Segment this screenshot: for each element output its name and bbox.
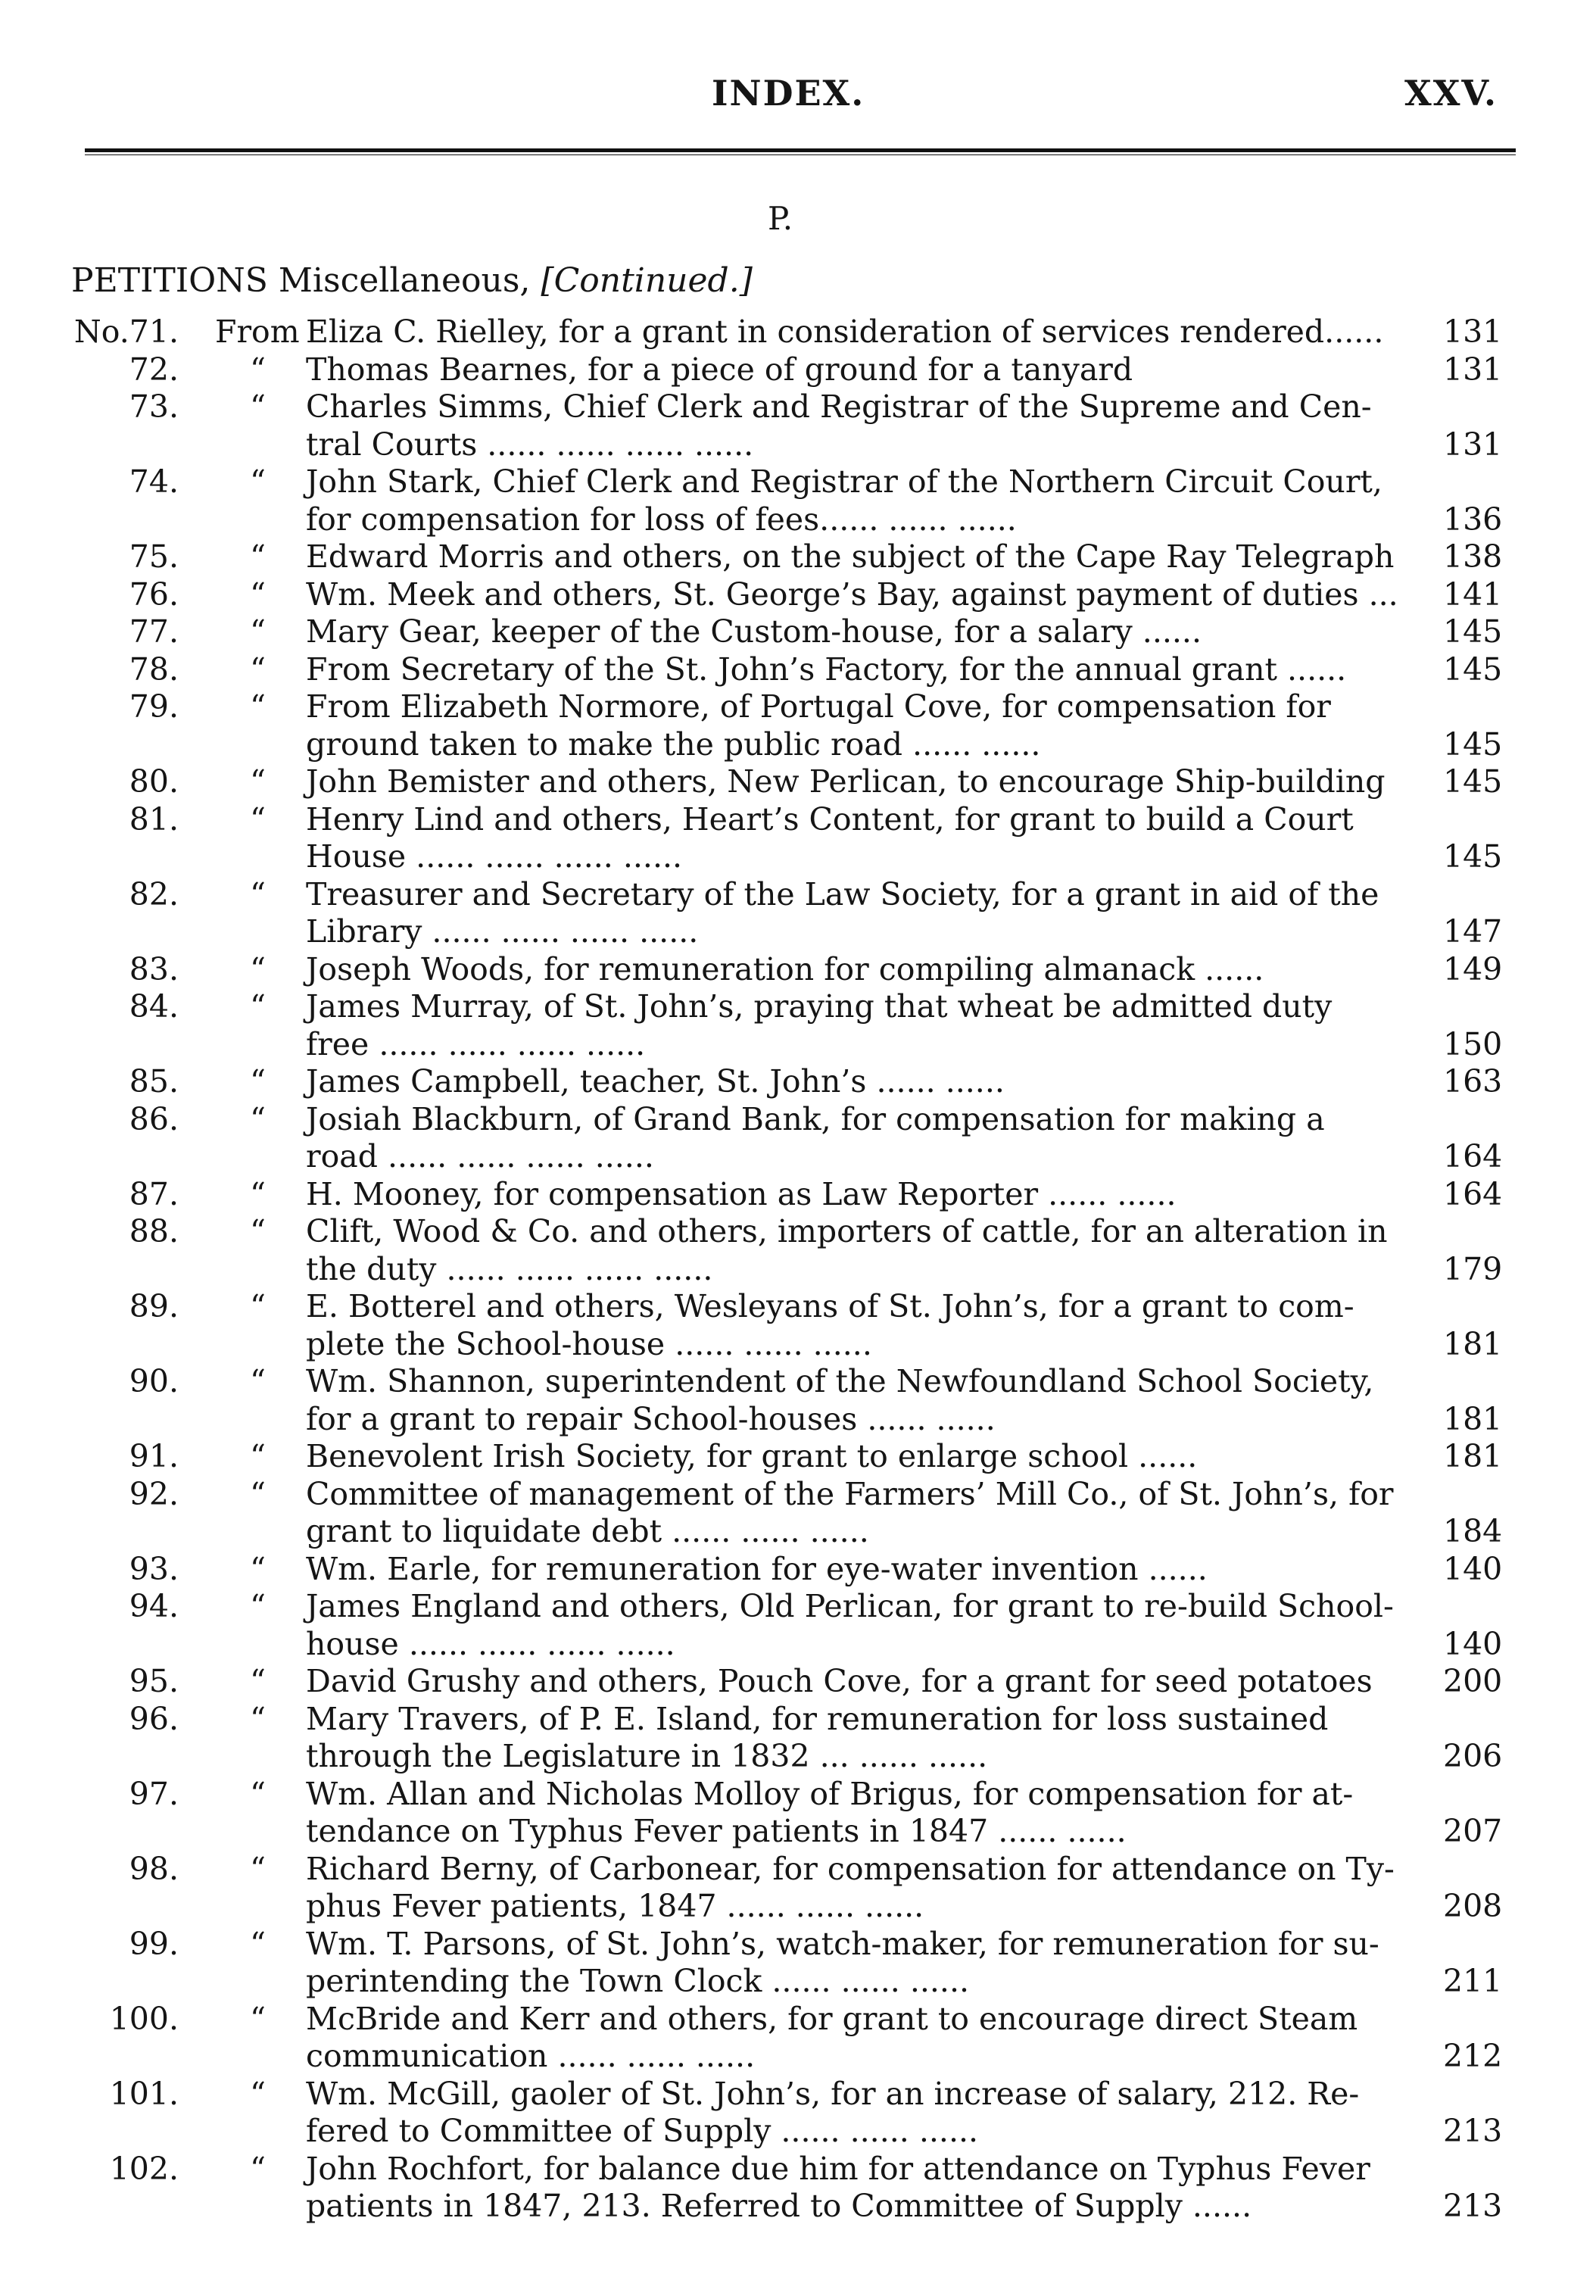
petition-entry: [0, 1476, 1596, 1551]
ditto-mark: “: [250, 1550, 266, 1587]
entry-page-number: 207: [1443, 1813, 1503, 1849]
entry-line: [0, 1738, 1596, 1776]
entry-line: [0, 1363, 1596, 1401]
entry-page-number: 145: [1443, 613, 1503, 650]
entry-line: [0, 1513, 1596, 1551]
ditto-mark: “: [250, 875, 266, 912]
entry-line: [0, 314, 1596, 351]
entry-page-number: 145: [1443, 650, 1503, 688]
entry-page-number: 200: [1443, 1663, 1503, 1699]
entry-text: communication ...... ...... ......: [306, 2038, 756, 2074]
entry-number: 89.: [129, 1288, 179, 1324]
entry-line: [0, 1851, 1596, 1889]
entry-line: [0, 1401, 1596, 1439]
petition-entry: [0, 2001, 1596, 2076]
entry-text: ground taken to make the public road ...... ......: [306, 725, 1041, 763]
petition-entry: [0, 876, 1596, 951]
petition-entry: [0, 1363, 1596, 1438]
entry-line: [0, 726, 1596, 764]
entry-text: fered to Committee of Supply ...... ...... ......: [306, 2113, 979, 2149]
entry-text: Richard Berny, of Carbonear, for compensation for attendance on Ty-: [306, 1850, 1395, 1887]
entry-text: for a grant to repair School-houses ...... ......: [306, 1400, 996, 1437]
entry-page-number: 150: [1443, 1025, 1503, 1062]
entry-number: 86.: [129, 1100, 179, 1137]
entry-text: Charles Simms, Chief Clerk and Registrar of the Supreme and Cen-: [306, 388, 1372, 425]
entry-number: 83.: [129, 950, 179, 987]
page-header-title: INDEX.: [712, 73, 865, 114]
entry-text: free ...... ...... ...... ......: [306, 1025, 646, 1062]
entry-number: 87.: [129, 1175, 179, 1212]
petition-entry: [0, 2151, 1596, 2226]
entry-text: tendance on Typhus Fever patients in 1847 ...... ......: [306, 1813, 1127, 1849]
entry-page-number: 184: [1443, 1513, 1503, 1549]
entry-text: E. Botterel and others, Wesleyans of St. John’s, for a grant to com-: [306, 1288, 1354, 1324]
ditto-mark: “: [250, 1775, 266, 1812]
ditto-mark: “: [250, 2000, 266, 2037]
petition-entry: [0, 576, 1596, 614]
entry-number: 79.: [129, 688, 179, 725]
petition-entry: [0, 1588, 1596, 1663]
entry-number: 84.: [129, 988, 179, 1025]
entry-number: 98.: [129, 1850, 179, 1887]
entry-line: [0, 2038, 1596, 2076]
entry-text: grant to liquidate debt ...... ...... ......: [306, 1513, 869, 1549]
entry-page-number: 211: [1443, 1963, 1503, 1999]
ditto-mark: “: [250, 650, 266, 688]
entry-number: 90.: [129, 1363, 179, 1399]
entry-text: Treasurer and Secretary of the Law Society, for a grant in aid of the: [306, 875, 1379, 912]
entry-text: Committee of management of the Farmers’ Mill Co., of St. John’s, for: [306, 1475, 1394, 1512]
petition-entry: [0, 1176, 1596, 1214]
entry-text: John Stark, Chief Clerk and Registrar of the Northern Circuit Court,: [306, 463, 1382, 500]
entry-text: phus Fever patients, 1847 ...... ...... ......: [306, 1888, 924, 1924]
entry-text: Wm. McGill, gaoler of St. John’s, for an increase of salary, 212. Re-: [306, 2075, 1360, 2112]
petition-entry: [0, 1551, 1596, 1589]
entry-number: 97.: [129, 1775, 179, 1812]
ditto-mark: “: [250, 988, 266, 1025]
petition-entry: [0, 1926, 1596, 2001]
entry-line: [0, 1063, 1596, 1101]
entry-page-number: 131: [1443, 314, 1503, 350]
entry-number: 101.: [109, 2075, 179, 2112]
entry-line: [0, 1888, 1596, 1926]
entry-number: 95.: [129, 1663, 179, 1699]
ditto-mark: “: [250, 538, 266, 575]
ditto-mark: “: [250, 351, 266, 388]
entry-page-number: 149: [1443, 950, 1503, 987]
entry-text: Benevolent Irish Society, for grant to enlarge school ......: [306, 1438, 1198, 1474]
entry-page-number: 140: [1443, 1625, 1503, 1662]
petition-entry: [0, 2076, 1596, 2151]
entry-line: [0, 2113, 1596, 2151]
entry-text: James England and others, Old Perlican, for grant to re-build School-: [306, 1588, 1394, 1624]
entry-text: for compensation for loss of fees...... ...... ......: [306, 501, 1017, 538]
entry-number: 102.: [109, 2150, 179, 2187]
entry-text: through the Legislature in 1832 ... ...... ......: [306, 1738, 988, 1774]
entry-number: 77.: [129, 613, 179, 650]
entry-line: [0, 613, 1596, 651]
entry-line: [0, 463, 1596, 501]
header-rule: [85, 148, 1516, 155]
entry-page-number: 208: [1443, 1888, 1503, 1924]
entry-page-number: 181: [1443, 1325, 1503, 1362]
category-name: PETITIONS Miscellaneous,: [71, 261, 531, 300]
petition-entry: [0, 951, 1596, 989]
entry-page-number: 138: [1443, 538, 1503, 575]
entry-line: [0, 576, 1596, 614]
entry-line: [0, 1476, 1596, 1514]
petition-entry: [0, 763, 1596, 801]
entry-line: [0, 951, 1596, 989]
entry-page-number: 164: [1443, 1175, 1503, 1212]
petition-entry: [0, 1438, 1596, 1476]
entry-line: [0, 1026, 1596, 1064]
entry-line: [0, 876, 1596, 914]
petition-list: [0, 314, 1596, 2226]
petition-entry: [0, 538, 1596, 576]
ditto-mark: “: [250, 688, 266, 725]
entry-text: tral Courts ...... ...... ...... ......: [306, 426, 754, 463]
ditto-mark: “: [250, 1213, 266, 1249]
petition-entry: [0, 613, 1596, 651]
entry-number: 93.: [129, 1550, 179, 1587]
entry-text: Clift, Wood & Co. and others, importers of cattle, for an alteration in: [306, 1213, 1388, 1249]
entry-number: 76.: [129, 576, 179, 613]
entry-number: 100.: [109, 2000, 179, 2037]
entry-text: the duty ...... ...... ...... ......: [306, 1250, 713, 1287]
entry-text: Joseph Woods, for remuneration for compiling almanack ......: [306, 950, 1264, 987]
entry-text: patients in 1847, 213. Referred to Committee of Supply ......: [306, 2188, 1252, 2224]
entry-line: [0, 838, 1596, 876]
entry-line: [0, 1138, 1596, 1176]
ditto-mark: “: [250, 950, 266, 987]
entry-text: From Secretary of the St. John’s Factory, for the annual grant ......: [306, 650, 1347, 688]
entry-text: house ...... ...... ...... ......: [306, 1625, 675, 1662]
ditto-mark: “: [250, 1063, 266, 1100]
entry-text: road ...... ...... ...... ......: [306, 1138, 654, 1175]
entry-line: [0, 913, 1596, 951]
petition-entry: [0, 388, 1596, 463]
entry-line: [0, 1288, 1596, 1326]
ditto-mark: “: [250, 1438, 266, 1474]
entry-text: Wm. Meek and others, St. George’s Bay, against payment of duties ...: [306, 576, 1398, 613]
entry-page-number: 206: [1443, 1738, 1503, 1774]
entry-number: 81.: [129, 800, 179, 838]
entry-text: John Rochfort, for balance due him for attendance on Typhus Fever: [306, 2150, 1370, 2187]
petition-entry: [0, 651, 1596, 689]
entry-page-number: 131: [1443, 426, 1503, 463]
ditto-mark: “: [250, 463, 266, 500]
ditto-mark: “: [250, 576, 266, 613]
entry-text: Wm. T. Parsons, of St. John’s, watch-maker, for remuneration for su-: [306, 1925, 1379, 1962]
entry-page-number: 213: [1443, 2113, 1503, 2149]
entry-number: 82.: [129, 875, 179, 912]
entry-line: [0, 1213, 1596, 1251]
petition-entry: [0, 1776, 1596, 1851]
entry-line: [0, 1551, 1596, 1589]
entry-page-number: 140: [1443, 1550, 1503, 1587]
ditto-mark: “: [250, 1475, 266, 1512]
petition-entry: [0, 351, 1596, 389]
ditto-mark: “: [250, 2075, 266, 2112]
entry-text: Edward Morris and others, on the subject of the Cape Ray Telegraph: [306, 538, 1395, 575]
entry-number: No.71.: [73, 314, 179, 350]
ditto-mark: “: [250, 1588, 266, 1624]
ditto-mark: “: [250, 800, 266, 838]
ditto-mark: “: [250, 1700, 266, 1737]
entry-line: [0, 2188, 1596, 2226]
entry-line: [0, 1626, 1596, 1664]
entry-text: Eliza C. Rielley, for a grant in consideration of services rendered......: [306, 314, 1384, 350]
entry-line: [0, 2001, 1596, 2039]
ditto-mark: “: [250, 1663, 266, 1699]
entry-page-number: 164: [1443, 1138, 1503, 1175]
entry-line: [0, 2076, 1596, 2114]
entry-text: Mary Travers, of P. E. Island, for remuneration for loss sustained: [306, 1700, 1329, 1737]
ditto-mark: “: [250, 1288, 266, 1324]
entry-line: [0, 688, 1596, 726]
from-label: From: [215, 314, 300, 350]
entry-page-number: 131: [1443, 351, 1503, 388]
section-letter: P.: [768, 200, 793, 237]
ditto-mark: “: [250, 388, 266, 425]
entry-text: Thomas Bearnes, for a piece of ground for a tanyard: [306, 351, 1133, 388]
entry-text: perintending the Town Clock ...... ...... ......: [306, 1963, 970, 1999]
entry-text: Wm. Shannon, superintendent of the Newfoundland School Society,: [306, 1363, 1374, 1399]
entry-text: H. Mooney, for compensation as Law Reporter ...... ......: [306, 1175, 1177, 1212]
entry-page-number: 145: [1443, 725, 1503, 763]
petition-entry: [0, 1213, 1596, 1288]
entry-text: Henry Lind and others, Heart’s Content, for grant to build a Court: [306, 800, 1354, 838]
entry-text: McBride and Kerr and others, for grant to encourage direct Steam: [306, 2000, 1358, 2037]
ditto-mark: “: [250, 613, 266, 650]
entry-line: [0, 501, 1596, 539]
ditto-mark: “: [250, 1925, 266, 1962]
entry-line: [0, 651, 1596, 689]
entry-line: [0, 988, 1596, 1026]
entry-line: [0, 801, 1596, 839]
entry-text: Wm. Allan and Nicholas Molloy of Brigus, for compensation for at-: [306, 1775, 1354, 1812]
entry-text: Josiah Blackburn, of Grand Bank, for compensation for making a: [306, 1100, 1325, 1137]
entry-page-number: 212: [1443, 2038, 1503, 2074]
petition-entry: [0, 1663, 1596, 1701]
ditto-mark: “: [250, 1850, 266, 1887]
entry-page-number: 147: [1443, 913, 1503, 950]
entry-text: David Grushy and others, Pouch Cove, for a grant for seed potatoes: [306, 1663, 1373, 1699]
entry-line: [0, 1663, 1596, 1701]
petition-entry: [0, 1101, 1596, 1176]
entry-line: [0, 1776, 1596, 1814]
entry-line: [0, 388, 1596, 426]
entry-text: Library ...... ...... ...... ......: [306, 913, 699, 950]
petition-entry: [0, 1701, 1596, 1776]
entry-page-number: 136: [1443, 501, 1503, 538]
petition-entry: [0, 463, 1596, 538]
petition-entry: [0, 801, 1596, 876]
petition-entry: [0, 988, 1596, 1063]
ditto-mark: “: [250, 1175, 266, 1212]
entry-line: [0, 1326, 1596, 1364]
petition-entry: [0, 688, 1596, 763]
entry-number: 88.: [129, 1213, 179, 1249]
petition-entry: [0, 1851, 1596, 1926]
entry-line: [0, 538, 1596, 576]
ditto-mark: “: [250, 763, 266, 800]
entry-line: [0, 1963, 1596, 2001]
entry-number: 99.: [129, 1925, 179, 1962]
entry-line: [0, 1588, 1596, 1626]
entry-number: 74.: [129, 463, 179, 500]
entry-page-number: 141: [1443, 576, 1503, 613]
ditto-mark: “: [250, 1100, 266, 1137]
entry-text: House ...... ...... ...... ......: [306, 838, 683, 875]
entry-line: [0, 1813, 1596, 1851]
petition-entry: [0, 314, 1596, 351]
entry-line: [0, 1101, 1596, 1139]
category-heading: [71, 261, 753, 300]
entry-text: James Campbell, teacher, St. John’s ...... ......: [306, 1063, 1005, 1100]
entry-page-number: 163: [1443, 1063, 1503, 1100]
ditto-mark: “: [250, 1363, 266, 1399]
entry-line: [0, 763, 1596, 801]
entry-page-number: 145: [1443, 838, 1503, 875]
ditto-mark: “: [250, 2150, 266, 2187]
entry-line: [0, 1926, 1596, 1964]
entry-page-number: 145: [1443, 763, 1503, 800]
entry-text: Mary Gear, keeper of the Custom-house, for a salary ......: [306, 613, 1202, 650]
entry-text: John Bemister and others, New Perlican, to encourage Ship-building: [306, 763, 1386, 800]
entry-page-number: 181: [1443, 1438, 1503, 1474]
entry-line: [0, 1438, 1596, 1476]
entry-number: 85.: [129, 1063, 179, 1100]
entry-number: 94.: [129, 1588, 179, 1624]
category-continued: [Continued.]: [541, 261, 753, 300]
entry-number: 72.: [129, 351, 179, 388]
entry-number: 80.: [129, 763, 179, 800]
entry-page-number: 179: [1443, 1250, 1503, 1287]
petition-entry: [0, 1063, 1596, 1101]
entry-line: [0, 1701, 1596, 1739]
entry-line: [0, 426, 1596, 464]
entry-number: 75.: [129, 538, 179, 575]
entry-text: plete the School-house ...... ...... ......: [306, 1325, 872, 1362]
entry-line: [0, 351, 1596, 389]
petition-entry: [0, 1288, 1596, 1363]
entry-page-number: 213: [1443, 2188, 1503, 2224]
page-number: XXV.: [1404, 73, 1498, 114]
entry-line: [0, 1176, 1596, 1214]
entry-text: From Elizabeth Normore, of Portugal Cove, for compensation for: [306, 688, 1331, 725]
entry-line: [0, 2151, 1596, 2188]
entry-number: 73.: [129, 388, 179, 425]
entry-text: Wm. Earle, for remuneration for eye-water invention ......: [306, 1550, 1208, 1587]
entry-line: [0, 1251, 1596, 1289]
entry-text: James Murray, of St. John’s, praying that wheat be admitted duty: [306, 988, 1333, 1025]
entry-page-number: 181: [1443, 1400, 1503, 1437]
entry-number: 91.: [129, 1438, 179, 1474]
entry-number: 92.: [129, 1475, 179, 1512]
entry-number: 96.: [129, 1700, 179, 1737]
entry-number: 78.: [129, 650, 179, 688]
